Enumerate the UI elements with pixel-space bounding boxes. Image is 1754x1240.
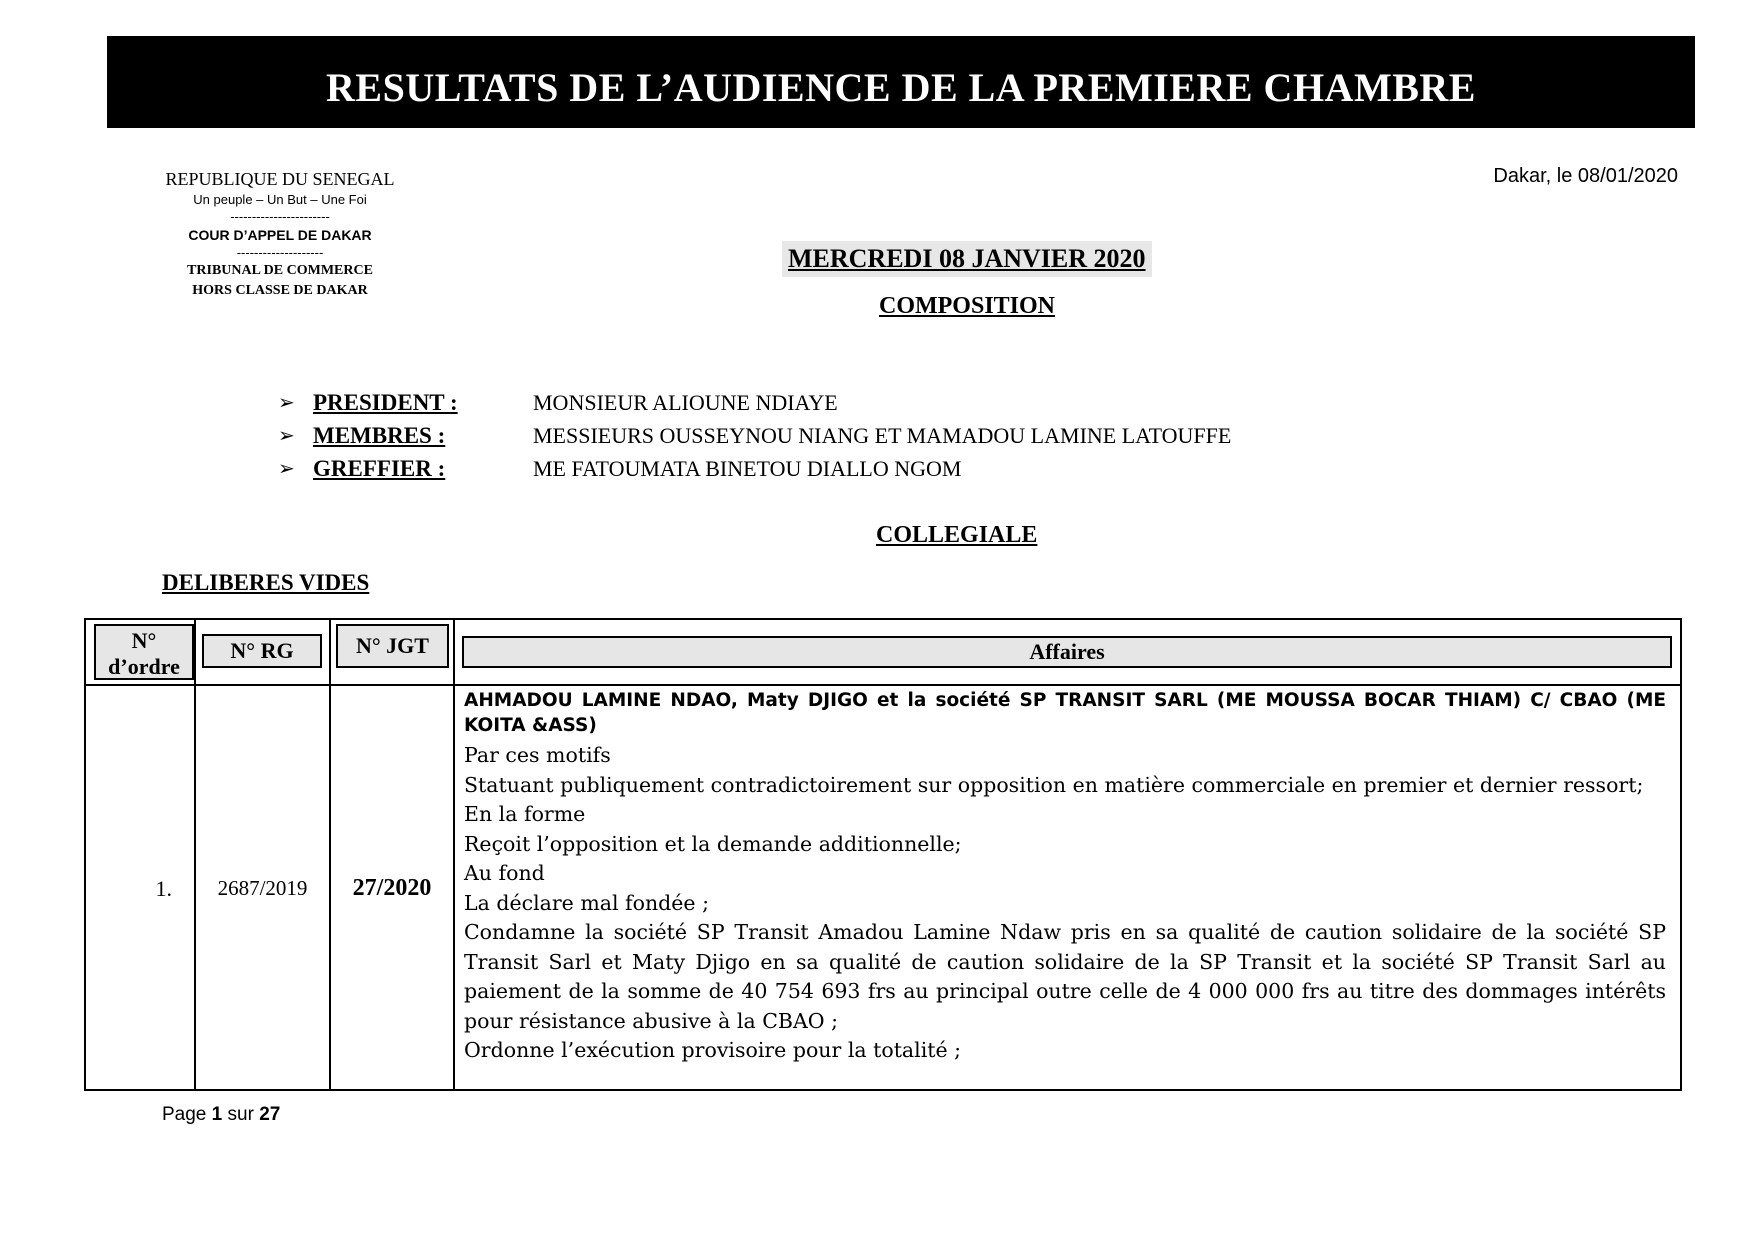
national-motto: Un peuple – Un But – Une Foi xyxy=(193,192,367,207)
separator-line: ----------------------- xyxy=(230,209,330,224)
header-jgt: N° JGT xyxy=(336,624,449,668)
composition-label: GREFFIER : xyxy=(313,456,446,481)
title-banner xyxy=(107,36,1695,128)
country-name: REPUBLIQUE DU SENEGAL xyxy=(165,169,395,189)
arrow-bullet-icon: ➢ xyxy=(278,458,295,480)
cell-ordre: 1. xyxy=(155,875,172,901)
header-ordre-line-1: N° xyxy=(131,628,157,653)
decision-line: Au fond xyxy=(464,861,545,885)
arrow-bullet-icon: ➢ xyxy=(278,425,295,447)
decision-line: Par ces motifs xyxy=(464,743,611,767)
page-word: Page xyxy=(162,1104,207,1125)
composition-value: MESSIEURS OUSSEYNOU NIANG ET MAMADOU LAMINE LATOUFFE xyxy=(533,423,1232,448)
place-date: Dakar, le 08/01/2020 xyxy=(1493,165,1678,187)
decision-line: Reçoit l’opposition et la demande additionnelle; xyxy=(464,831,962,856)
arrow-bullet-icon: ➢ xyxy=(278,392,295,414)
institution-header xyxy=(120,170,440,304)
decision-line: En la forme xyxy=(464,802,586,826)
header-affaires: Affaires xyxy=(462,636,1672,668)
composition-label: MEMBRES : xyxy=(313,423,446,448)
decision-condamne: Condamne la société SP Transit Amadou Lamine Ndaw pris en sa qualité de caution solidaire de la société SP Transit Sarl et Maty Djigo en sa qualité de caution solidaire de la SP Transit et la société SP Transit Sarl au paiement de la somme de 40 754 693 frs au principal outre celle de 4 000 000 frs au titre des dommages intérêts pour résistance abusive à la CBAO ; xyxy=(464,920,1666,1033)
tribunal-name-line-1: TRIBUNAL DE COMMERCE xyxy=(187,263,373,278)
hearing-day-title: MERCREDI 08 JANVIER 2020 xyxy=(782,241,1152,277)
banner-title: RESULTATS DE L’AUDIENCE DE LA PREMIERE CHAMBRE xyxy=(326,65,1476,110)
decision-line: Statuant publiquement contradictoirement sur opposition en matière commerciale en premier et dernier ressort; xyxy=(464,772,1644,797)
page-number: 1 xyxy=(211,1104,223,1125)
court-name: COUR D’APPEL DE DAKAR xyxy=(188,227,372,243)
header-ordre-line-2: d’ordre xyxy=(108,654,180,679)
case-parties: AHMADOU LAMINE NDAO, Maty DJIGO et la société SP TRANSIT SARL (ME MOUSSA BOCAR THIAM) C/ CBAO (ME KOITA &ASS) xyxy=(464,690,1666,736)
page-footer xyxy=(162,1104,280,1126)
header-rg: N° RG xyxy=(202,634,322,668)
cell-affaire xyxy=(464,688,1666,1066)
deliberes-table xyxy=(84,618,1682,1091)
decision-ordonne: Ordonne l’exécution provisoire pour la totalité ; xyxy=(464,1038,962,1062)
decision-line: La déclare mal fondée ; xyxy=(464,890,709,915)
composition-value: ME FATOUMATA BINETOU DIALLO NGOM xyxy=(533,456,962,481)
separator-line: -------------------- xyxy=(236,245,324,260)
of-word: sur xyxy=(227,1104,254,1125)
cell-jgt: 27/2020 xyxy=(352,875,432,901)
header-ordre xyxy=(94,624,194,680)
section-title: COLLEGIALE xyxy=(876,522,1038,548)
composition-label: PRESIDENT : xyxy=(313,390,458,415)
composition-value: MONSIEUR ALIOUNE NDIAYE xyxy=(533,390,838,415)
subsection-title: DELIBERES VIDES xyxy=(162,570,370,595)
cell-rg: 2687/2019 xyxy=(217,876,308,900)
tribunal-name-line-2: HORS CLASSE DE DAKAR xyxy=(192,283,368,298)
composition-title: COMPOSITION xyxy=(878,293,1055,319)
page-total: 27 xyxy=(259,1104,281,1125)
column-divider xyxy=(453,620,455,1089)
